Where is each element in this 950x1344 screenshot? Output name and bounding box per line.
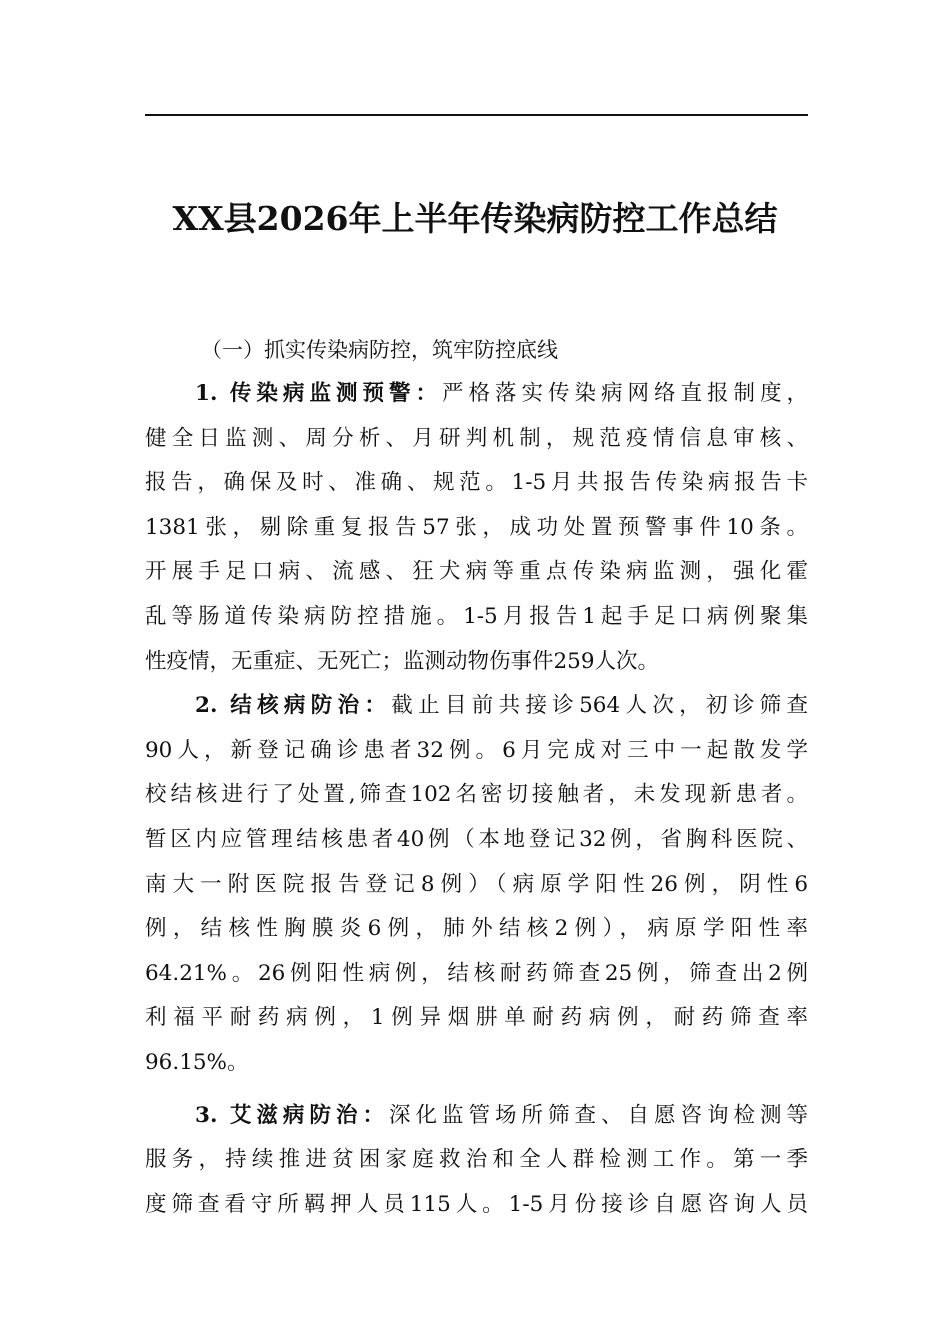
paragraph-text: 截止目前共接诊564人次，初诊筛查 (391, 693, 808, 719)
paragraph-tuberculosis (145, 684, 808, 1085)
header-rule (145, 114, 808, 116)
paragraph-text: 严格落实传染病网络直报制度， (441, 381, 808, 406)
paragraph-line: 开展手足口病、流感、狂犬病等重点传染病监测，强化霍 (145, 559, 808, 585)
document-title: XX县2026年上半年传染病防控工作总结 (172, 199, 778, 238)
paragraph-line: 96.15%。 (145, 1049, 249, 1075)
section-heading: （一）抓实传染病防控，筑牢防控底线 (201, 338, 558, 362)
paragraph-lead: 2. 结核病防治： (195, 693, 392, 719)
paragraph-line: 暂区内应管理结核患者40例（本地登记32例，省胸科医院、 (145, 826, 808, 852)
paragraph-line: 服务，持续推进贫困家庭救治和全人群检测工作。第一季 (145, 1147, 808, 1173)
paragraph-line: 校结核进行了处置,筛查102名密切接触者，未发现新患者。 (145, 782, 808, 808)
paragraph-line: 报告，确保及时、准确、规范。1-5月共报告传染病报告卡 (145, 470, 808, 496)
document-body (145, 328, 808, 1227)
paragraph-text: 深化监管场所筛查、自愿咨询检测等 (388, 1102, 808, 1128)
paragraph-line: 南大一附医院报告登记8例）（病原学阳性26例，阴性6 (145, 871, 808, 897)
paragraph-line: 度筛查看守所羁押人员115人。1-5月份接诊自愿咨询人员 (145, 1191, 808, 1217)
paragraph-line: 乱等肠道传染病防控措施。1-5月报告1起手足口病例聚集 (145, 603, 808, 629)
paragraph-surveillance (145, 372, 808, 684)
paragraph-lead: 1. 传染病监测预警： (195, 381, 442, 406)
paragraph-line: 利福平耐药病例，1例异烟肼单耐药病例，耐药筛查率 (145, 1005, 808, 1031)
paragraph-line: 1381张，剔除重复报告57张，成功处置预警事件10条。 (145, 514, 808, 540)
paragraph-line: 性疫情，无重症、无死亡；监测动物伤事件259人次。 (145, 648, 660, 674)
paragraph-first-line (145, 684, 808, 729)
paragraph-line: 例，结核性胸膜炎6例，肺外结核2例），病原学阳性率 (145, 916, 808, 942)
paragraph-first-line (145, 1094, 808, 1139)
paragraph-hiv (145, 1094, 808, 1228)
paragraph-line: 64.21%。26例阳性病例，结核耐药筛查25例，筛查出2例 (145, 960, 808, 986)
paragraph-line: 90人，新登记确诊患者32例。6月完成对三中一起散发学 (145, 737, 808, 763)
paragraph-line: 健全日监测、周分析、月研判机制，规范疫情信息审核、 (145, 425, 808, 451)
paragraph-first-line (145, 372, 808, 417)
paragraph-lead: 3. 艾滋病防治： (195, 1102, 389, 1128)
